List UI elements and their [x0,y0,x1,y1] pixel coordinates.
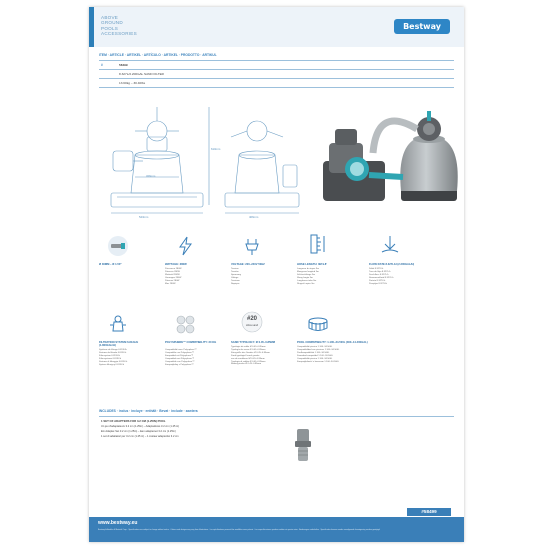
item-label: ITEM · ARTICLE · ARTIKEL · ARTÍCULO · ARTIKEL · PRODOTTO · ARTIKUL [99,53,217,57]
feature-sand-caption: SAND TYPOLOGY: Ø 0.45–0.85MM [231,341,276,344]
feature-pool-translations: Compatibilité piscine 1.100–34.500L Compatibilidad con piscinas 1.100–34.500L Poolkompatibilität 1.100–34.500L Zwembad compatibel 1.100–34.500L Compatibilità piscina 1.100–34.500L Kompatybilność z basenem 1.100–34.500L [297,346,340,363]
dim-inner-width: 326mm [146,174,156,178]
feature-polysphere-translations: Compatibilité avec Polysphere™ Compatible con Polysphere™ Kompatibel mit Polysphere™ Compatibel met Polysphere™ Compatibile con Polysphere™ Kompatybilny z Polysphere™ [165,349,197,366]
footer [89,509,464,542]
plug-icon [241,235,263,257]
sand-grade-text: silica sand [245,324,259,327]
item-code: 58499 [119,63,128,67]
header [89,7,464,47]
feature-sand-translations: Typologie de sable Ø 0.45–0.85mm Tipología de arena Ø 0.45–0.85mm Körngröße des Sandes Ø 0.45–0.85mm Zand typologie/ korrel grootte van de zandkorrel Ø 0.45–0.85mm Tipologia di sabbia Ø 0.45–0.85mm Rodzaj piasku Ø 0.45–0.85mm [231,346,270,366]
feature-polysphere-caption: POLYSPHERE™ COMPATIBILITY: 20 KG [165,341,217,344]
polysphere-icon [175,313,197,335]
hose-connector-icon [107,235,129,257]
includes-line-1: 1 SET OF ADAPTERS FOR 3.2 CM (1.25IN) POOL [101,419,166,423]
dim-width: 543mm [139,215,149,219]
sand-icon [241,311,263,333]
dim-side-width: 406mm [249,215,259,219]
feature-pool-caption: POOL COMPATIBILITY: 1.100–34.500L (300–14.400GAL) [297,341,368,344]
flow-rate-icon [379,233,401,255]
header-accent-bar [89,7,94,47]
feature-hose-length-translations: Longueur du tuyau 3m Manguera longitud 3m Schlauchlänge 3m Slang lengte 3m Lunghezza tubo 3m Długość węża 3m [297,268,319,285]
bestway-logo: Bestway [394,19,450,34]
feature-voltage-caption: VOLTAGE: 220–240V 50HZ [231,263,265,266]
footer-url[interactable]: www.bestway.eu [98,520,138,526]
feature-wattage-translations: Puissance 280W Potencia 280W Wattzahl 280W Vermogen 280W Potenza 280W Moc 280W [165,268,182,285]
feature-hose-caption: Ø 30MM – Ø 1.50" [99,263,122,266]
ruler-icon [307,233,329,255]
item-hash: # [101,63,103,67]
includes-line-4: 1 set di adattatori per 3.2 cm (1.25 in) – 1 zestaw adapterów 3.2 cm [101,435,179,438]
feature-filtration-caption: FILTRATION SYSTEM 6.813L/H (1.800GAL/H) [99,341,139,347]
sand-grade-number: #20 [246,316,257,322]
includes-line-2: Un jeu d'adaptateurs 3.2 cm (1.25in) – Adaptadores 3.2 cm (1.25 in) [101,425,180,428]
footer-disclaimer: Bestway Inflatables & Material Corp. · Specifications are subject to change without notice · Colours and designs may vary from illustrations · Les spécifications peuvent être modifiées sans préavis · Las especificaciones pueden cambiar sin previo aviso · Änderungen vorbehalten · Specificaties kunnen zonder voorafgaande kennisgeving worden gewijzigd [98,529,380,531]
footer-product-code: #58499 [407,508,451,516]
feature-flow-rate-caption: FLOW RATE 8.327L/H (2.200GAL/H) [369,263,415,266]
sand-filter-product-image [311,95,461,215]
technical-drawing [97,93,307,225]
feature-flow-rate-translations: Débit 8.327L/h Tasa de flujo 8.327L/h Durchfluss 8.327L/h Stroomsnelheid 8.327L/h Portata 8.327L/h Przepływ 8.327L/h [369,268,394,285]
feature-hose-length-caption: HOSE LENGTH: 3M 9.8' [297,263,327,266]
hose-adapter-image [287,425,319,465]
product-sheet [89,7,464,542]
feature-filtration-translations: Système de filtrage 6.813L/h Sistema de filtrado 6.813L/h Filtersystem 6.813L/h Filtersysteem 6.813L/h Sistema di filtraggio 6.813L/h System filtrujący 6.813L/h [99,349,128,366]
feature-voltage-translations: Tension Tensión Spannung Voltage Tensione Napięcie [231,268,241,285]
dim-height: 610mm [211,147,221,151]
item-weight: 13.60kg – 30.40lbs [119,81,146,85]
feature-wattage-caption: WATTAGE: 380W [165,263,187,266]
item-description: 8.327L/2.200GAL SAND FILTER [119,72,164,76]
header-title: ABOVE GROUND POOLS ACCESSORIES [101,15,137,37]
includes-label: INCLUDES · inclus · incluye · enthält · Bevat · include · zawiera [99,409,198,413]
pool-icon [307,313,329,335]
filtration-system-icon [107,313,129,335]
includes-line-3: Ein Adapter-Set 3.2 cm (1.25in) – Een adapterset 3.2 cm (1.25in) [101,430,176,433]
lightning-icon [175,235,197,257]
